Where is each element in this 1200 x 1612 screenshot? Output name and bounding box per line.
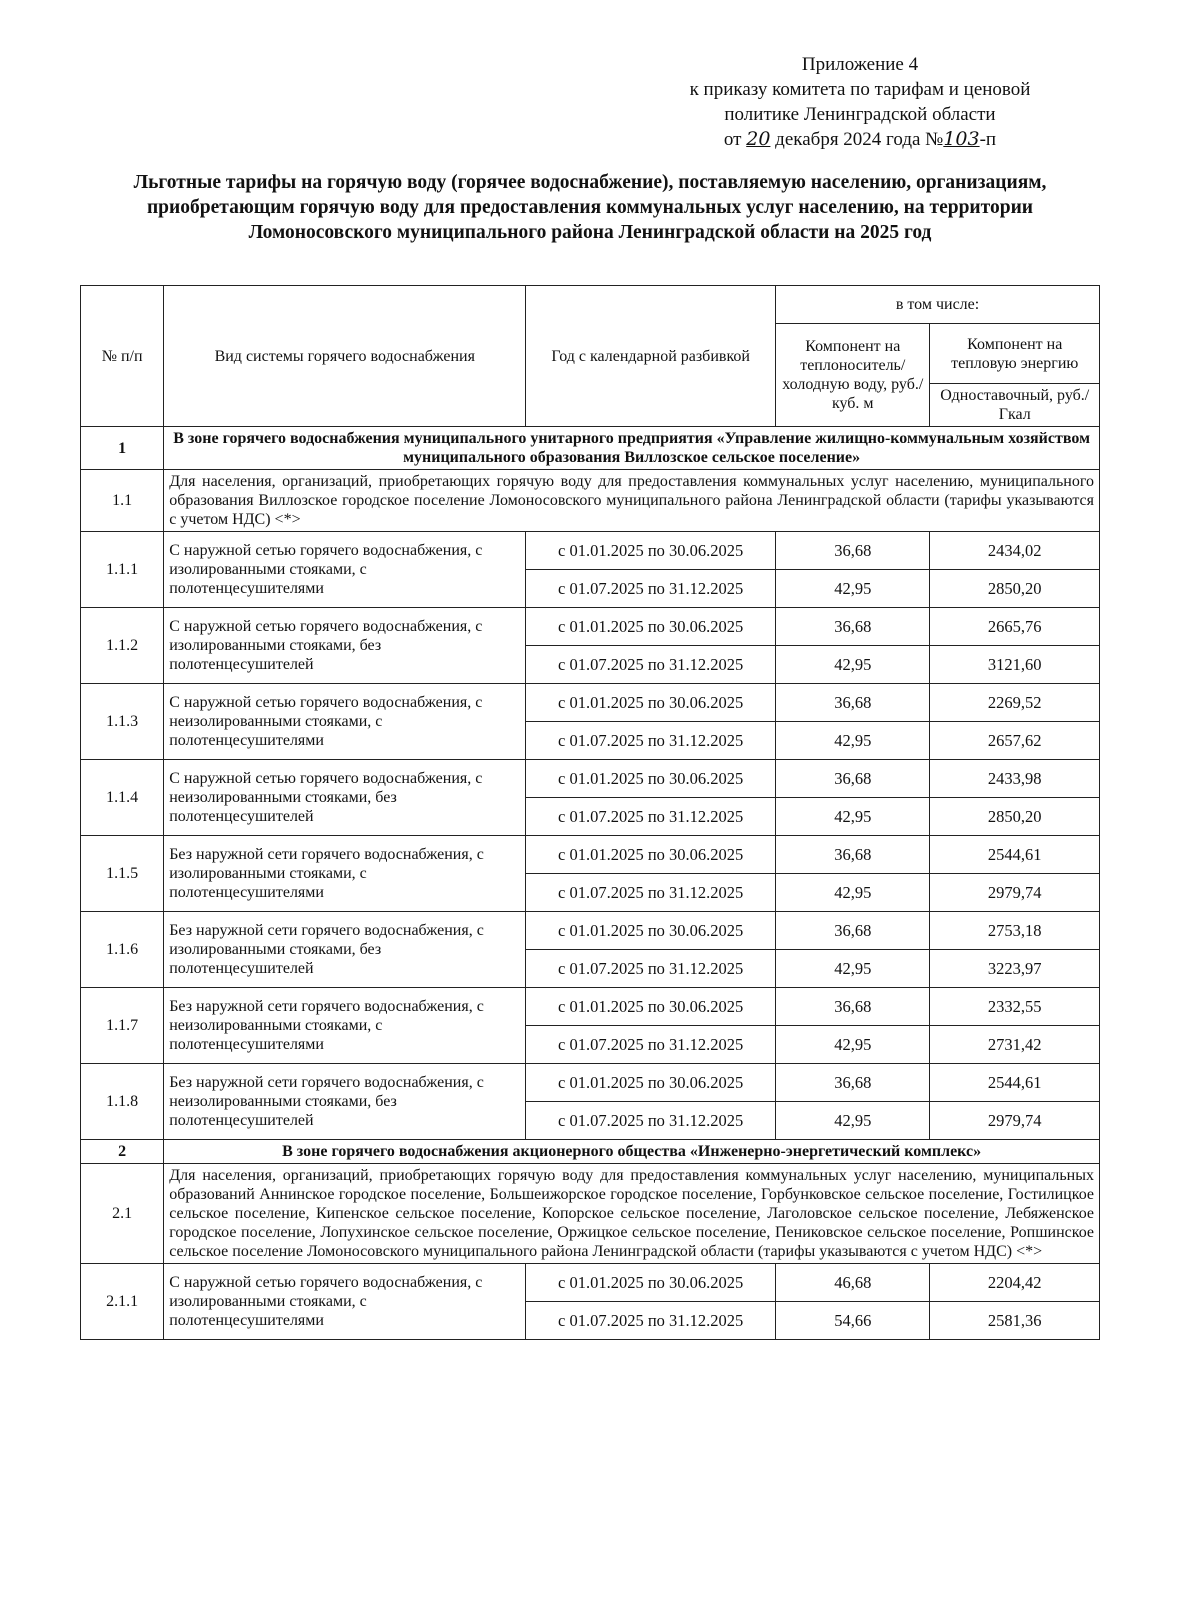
group-description: Для населения, организаций, приобретающих горячую воду для предоставления коммунальных услуг населению, муниципальных образований Аннинское городское поселение, Большеижорское городское поселение, Горбунковское сельское поселение, Гостилицкое сельское поселение, Кипенское сельское поселение, Копорское сельское поселение, Лаголовское сельское поселение, Лебяженское городское поселение, Лопухинское сельское поселение, Оржицкое сельское поселение, Пениковское сельское поселение, Ропшинское сельское поселение Ломоносовского муниципального района Ленинградской области (тарифы указываются с учетом НДС) <*>: [164, 1164, 1100, 1264]
item-number: 1.1.7: [81, 988, 164, 1064]
water-component-cell: 36,68: [776, 836, 930, 874]
water-component-cell: 36,68: [776, 912, 930, 950]
period-cell: с 01.01.2025 по 30.06.2025: [526, 1264, 776, 1302]
table-body: [81, 427, 1100, 1340]
header-comp-water: Компонент на теплоноситель/ холодную воду, руб./куб. м: [776, 324, 930, 427]
item-number: 1.1.6: [81, 912, 164, 988]
period-cell: с 01.07.2025 по 31.12.2025: [526, 722, 776, 760]
item-number: 1.1.3: [81, 684, 164, 760]
table-row: [81, 760, 1100, 798]
heat-component-cell: 2979,74: [930, 1102, 1100, 1140]
water-component-cell: 42,95: [776, 1102, 930, 1140]
handwritten-number: 103: [943, 128, 980, 150]
handwritten-day: 20: [746, 128, 771, 150]
date-middle: декабря 2024 года №: [775, 129, 944, 150]
tariff-table: [80, 285, 1100, 1340]
water-component-cell: 42,95: [776, 874, 930, 912]
period-cell: с 01.01.2025 по 30.06.2025: [526, 532, 776, 570]
heat-component-cell: 2581,36: [930, 1302, 1100, 1340]
heat-component-cell: 2544,61: [930, 1064, 1100, 1102]
item-number: 2.1.1: [81, 1264, 164, 1340]
header-single-rate: Одноставочный, руб./Гкал: [930, 384, 1100, 427]
table-row: [81, 1064, 1100, 1102]
zone-row: [81, 427, 1100, 470]
section-number: 1: [81, 427, 164, 470]
water-component-cell: 46,68: [776, 1264, 930, 1302]
water-component-cell: 36,68: [776, 1064, 930, 1102]
item-description: Без наружной сети горячего водоснабжения, с неизолированными стояками, с полотенцесушителями: [164, 988, 526, 1064]
section-number: 2: [81, 1140, 164, 1164]
heat-component-cell: 2979,74: [930, 874, 1100, 912]
item-description: С наружной сетью горячего водоснабжения, с неизолированными стояками, с полотенцесушителями: [164, 684, 526, 760]
water-component-cell: 42,95: [776, 950, 930, 988]
water-component-cell: 36,68: [776, 532, 930, 570]
heat-component-cell: 2665,76: [930, 608, 1100, 646]
heat-component-cell: 2731,42: [930, 1026, 1100, 1064]
period-cell: с 01.01.2025 по 30.06.2025: [526, 760, 776, 798]
period-cell: с 01.07.2025 по 31.12.2025: [526, 950, 776, 988]
heat-component-cell: 3121,60: [930, 646, 1100, 684]
item-description: С наружной сетью горячего водоснабжения, с изолированными стояками, с полотенцесушителями: [164, 1264, 526, 1340]
item-description: С наружной сетью горячего водоснабжения, с изолированными стояками, без полотенцесушителей: [164, 608, 526, 684]
item-description: Без наружной сети горячего водоснабжения, с неизолированными стояками, без полотенцесушителей: [164, 1064, 526, 1140]
group-row: [81, 1164, 1100, 1264]
annex-order-line: к приказу комитета по тарифам и ценовой: [689, 79, 1031, 100]
item-number: 1.1.8: [81, 1064, 164, 1140]
item-number: 1.1.5: [81, 836, 164, 912]
annex-header: [620, 52, 1100, 152]
period-cell: с 01.01.2025 по 30.06.2025: [526, 608, 776, 646]
item-number: 1.1.1: [81, 532, 164, 608]
heat-component-cell: 2544,61: [930, 836, 1100, 874]
header-period: Год с календарной разбивкой: [526, 286, 776, 427]
period-cell: с 01.01.2025 по 30.06.2025: [526, 684, 776, 722]
number-suffix: -п: [979, 129, 997, 150]
water-component-cell: 36,68: [776, 760, 930, 798]
period-cell: с 01.01.2025 по 30.06.2025: [526, 1064, 776, 1102]
period-cell: с 01.07.2025 по 31.12.2025: [526, 1026, 776, 1064]
period-cell: с 01.01.2025 по 30.06.2025: [526, 912, 776, 950]
period-cell: с 01.07.2025 по 31.12.2025: [526, 646, 776, 684]
group-number: 2.1: [81, 1164, 164, 1264]
table-row: [81, 684, 1100, 722]
water-component-cell: 42,95: [776, 646, 930, 684]
period-cell: с 01.01.2025 по 30.06.2025: [526, 988, 776, 1026]
heat-component-cell: 2332,55: [930, 988, 1100, 1026]
water-component-cell: 36,68: [776, 608, 930, 646]
heat-component-cell: 2850,20: [930, 570, 1100, 608]
zone-title: В зоне горячего водоснабжения муниципального унитарного предприятия «Управление жилищно-коммунальным хозяйством муниципального образования Виллозское сельское поселение»: [164, 427, 1100, 470]
group-description: Для населения, организаций, приобретающих горячую воду для предоставления коммунальных услуг населению, муниципального образования Виллозское городское поселение Ломоносовского муниципального района Ленинградской области (тарифы указываются с учетом НДС) <*>: [164, 470, 1100, 532]
item-description: С наружной сетью горячего водоснабжения, с изолированными стояками, с полотенцесушителями: [164, 532, 526, 608]
period-cell: с 01.07.2025 по 31.12.2025: [526, 798, 776, 836]
water-component-cell: 42,95: [776, 722, 930, 760]
group-row: [81, 470, 1100, 532]
heat-component-cell: 2434,02: [930, 532, 1100, 570]
date-prefix: от: [723, 129, 742, 150]
group-number: 1.1: [81, 470, 164, 532]
table-row: [81, 608, 1100, 646]
annex-date-line: [620, 127, 1100, 152]
table-row: [81, 836, 1100, 874]
heat-component-cell: 2204,42: [930, 1264, 1100, 1302]
table-row: [81, 532, 1100, 570]
table-row: [81, 1264, 1100, 1302]
heat-component-cell: 2850,20: [930, 798, 1100, 836]
water-component-cell: 42,95: [776, 798, 930, 836]
item-description: Без наружной сети горячего водоснабжения, с изолированными стояками, с полотенцесушителями: [164, 836, 526, 912]
annex-committee-line: политике Ленинградской области: [724, 104, 996, 125]
heat-component-cell: 2657,62: [930, 722, 1100, 760]
heat-component-cell: 2433,98: [930, 760, 1100, 798]
header-including: в том числе:: [776, 286, 1100, 324]
period-cell: с 01.01.2025 по 30.06.2025: [526, 836, 776, 874]
period-cell: с 01.07.2025 по 31.12.2025: [526, 874, 776, 912]
water-component-cell: 54,66: [776, 1302, 930, 1340]
document-title: Льготные тарифы на горячую воду (горячее водоснабжение), поставляемую населению, организациям, приобретающим горячую воду для предоставления коммунальных услуг населению, на территории Ломоносовского муниципального района Ленинградской области на 2025 год: [133, 172, 1047, 243]
water-component-cell: 42,95: [776, 570, 930, 608]
heat-component-cell: 2269,52: [930, 684, 1100, 722]
item-description: Без наружной сети горячего водоснабжения, с изолированными стояками, без полотенцесушителей: [164, 912, 526, 988]
item-number: 1.1.4: [81, 760, 164, 836]
water-component-cell: 36,68: [776, 988, 930, 1026]
water-component-cell: 36,68: [776, 684, 930, 722]
period-cell: с 01.07.2025 по 31.12.2025: [526, 570, 776, 608]
period-cell: с 01.07.2025 по 31.12.2025: [526, 1302, 776, 1340]
table-row: [81, 912, 1100, 950]
item-description: С наружной сетью горячего водоснабжения, с неизолированными стояками, без полотенцесушителей: [164, 760, 526, 836]
header-num: № п/п: [81, 286, 164, 427]
period-cell: с 01.07.2025 по 31.12.2025: [526, 1102, 776, 1140]
zone-title: В зоне горячего водоснабжения акционерного общества «Инженерно-энергетический комплекс»: [164, 1140, 1100, 1164]
header-system: Вид системы горячего водоснабжения: [164, 286, 526, 427]
item-number: 1.1.2: [81, 608, 164, 684]
annex-number: Приложение 4: [801, 54, 919, 75]
heat-component-cell: 2753,18: [930, 912, 1100, 950]
heat-component-cell: 3223,97: [930, 950, 1100, 988]
header-comp-heat: Компонент на тепловую энергию: [930, 324, 1100, 384]
zone-row: [81, 1140, 1100, 1164]
table-row: [81, 988, 1100, 1026]
water-component-cell: 42,95: [776, 1026, 930, 1064]
